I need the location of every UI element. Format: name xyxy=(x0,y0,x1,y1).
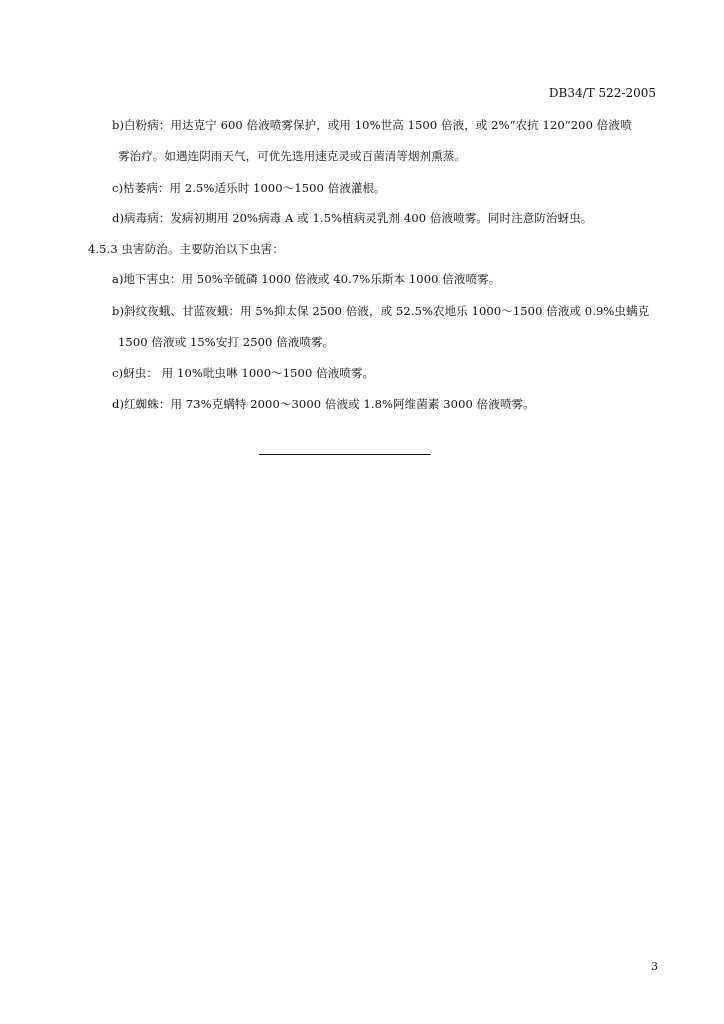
armyworm-line-1: b)斜纹夜蛾、甘蓝夜蛾：用 5%抑太保 2500 倍液，或 52.5%农地乐 1000～1500 倍液或 0.9%虫螨克 xyxy=(112,304,650,318)
end-rule-divider xyxy=(259,454,431,455)
powdery-mildew-line-1: b)白粉病：用达克宁 600 倍液喷雾保护，或用 10%世高 1500 倍液，或 2%“农抗 120”200 倍液喷 xyxy=(112,118,632,132)
page-number: 3 xyxy=(651,960,658,973)
virus-disease-line: d)病毒病：发病初期用 20%病毒 A 或 1.5%植病灵乳剂 400 倍液喷雾。同时注意防治蚜虫。 xyxy=(112,211,593,225)
armyworm-line-2: 1500 倍液或 15%安打 2500 倍液喷雾。 xyxy=(118,335,335,349)
section-4-5-3-heading: 4.5.3 虫害防治。主要防治以下虫害： xyxy=(88,242,284,256)
powdery-mildew-line-2: 雾治疗。如遇连阴雨天气，可优先选用速克灵或百菌清等烟剂熏蒸。 xyxy=(118,149,466,163)
underground-pests-line: a)地下害虫：用 50%辛硫磷 1000 倍液或 40.7%乐斯本 1000 倍液喷雾。 xyxy=(112,272,501,286)
fusarium-wilt-line: c)枯萎病：用 2.5%适乐时 1000～1500 倍液灌根。 xyxy=(112,181,386,195)
red-spider-line: d)红蜘蛛：用 73%克螨特 2000～3000 倍液或 1.8%阿维菌素 3000 倍液喷雾。 xyxy=(112,397,535,411)
document-id-header: DB34/T 522-2005 xyxy=(548,86,656,100)
aphid-line: c)蚜虫： 用 10%吡虫啉 1000～1500 倍液喷雾。 xyxy=(112,366,375,380)
